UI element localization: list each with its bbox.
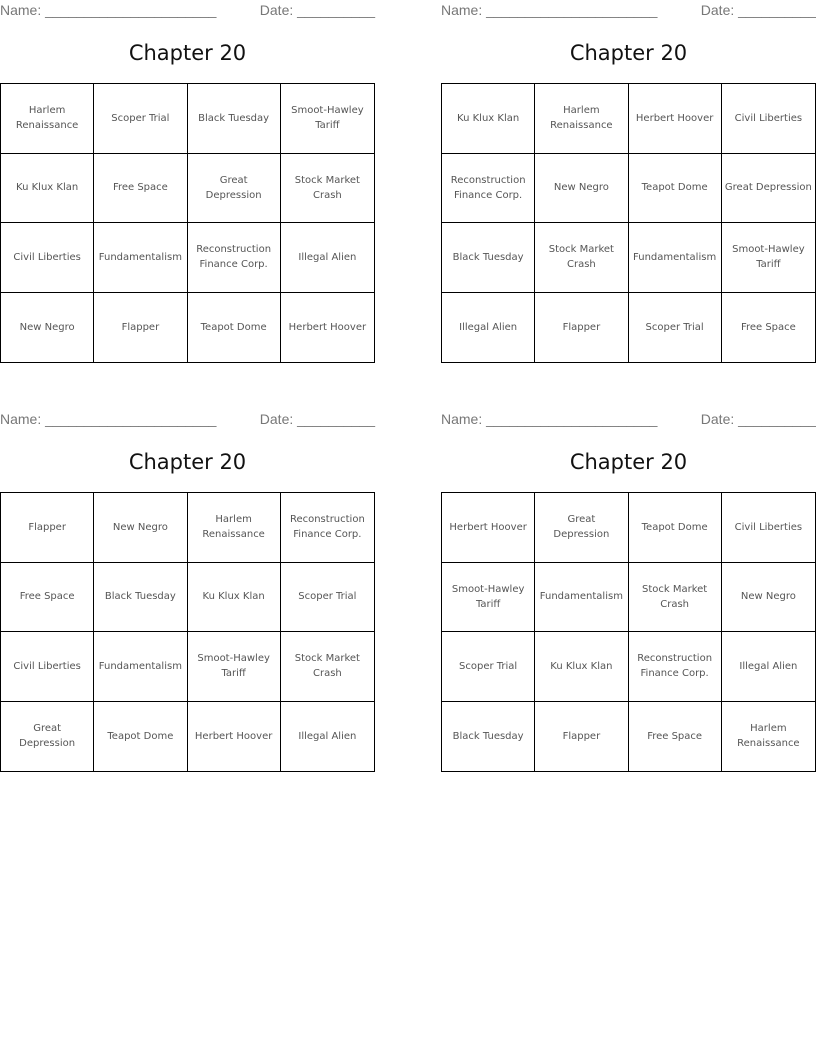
bingo-cell: New Negro <box>94 493 187 563</box>
bingo-cell: Harlem Renaissance <box>188 493 281 563</box>
bingo-cell: New Negro <box>1 293 94 363</box>
bingo-cell: Herbert Hoover <box>442 493 535 563</box>
bingo-cell: Fundamentalism <box>535 563 628 633</box>
card-header <box>0 0 375 22</box>
card-header <box>441 409 816 431</box>
bingo-cell: Illegal Alien <box>298 730 357 742</box>
card-title: Chapter 20 <box>128 41 247 65</box>
bingo-cell: Free Space <box>1 563 94 633</box>
bingo-cell: Free Space <box>94 154 187 224</box>
bingo-cell: Black Tuesday <box>94 563 187 633</box>
bingo-cell: Stock Market Crash <box>629 563 722 633</box>
bingo-cell: Smoot-Hawley Tariff <box>442 563 535 633</box>
bingo-cell: Teapot Dome <box>94 702 187 772</box>
bingo-cell: Black Tuesday <box>442 702 535 772</box>
bingo-cell: Smoot-Hawley Tariff <box>188 632 281 702</box>
bingo-cell: Flapper <box>1 493 94 563</box>
bingo-cell: Great Depression <box>535 493 628 563</box>
bingo-cell: Great Depression <box>722 154 815 224</box>
bingo-cell: Flapper <box>535 293 628 363</box>
bingo-cell: Smoot-Hawley Tariff <box>722 223 815 293</box>
bingo-cell: New Negro <box>722 563 815 633</box>
bingo-cell: Illegal Alien <box>442 293 535 363</box>
bingo-cell: Ku Klux Klan <box>535 632 628 702</box>
bingo-cell: Ku Klux Klan <box>442 84 535 154</box>
bingo-cell: Black Tuesday <box>442 223 535 293</box>
name-field: Name: ______________________ <box>441 411 658 427</box>
bingo-card <box>0 0 375 333</box>
bingo-cell: Stock Market Crash <box>281 154 374 224</box>
bingo-cell: Flapper <box>94 293 187 363</box>
bingo-cell: New Negro <box>535 154 628 224</box>
bingo-cell: Free Space <box>740 321 796 333</box>
card-header <box>441 0 816 22</box>
bingo-grid <box>441 492 816 772</box>
name-field: Name: ______________________ <box>441 2 658 18</box>
bingo-cell: Ku Klux Klan <box>188 563 281 633</box>
bingo-card <box>441 0 816 333</box>
bingo-cell: Herbert Hoover <box>288 321 367 333</box>
bingo-cell: Illegal Alien <box>722 632 815 702</box>
card-title: Chapter 20 <box>569 450 688 474</box>
bingo-cell: Teapot Dome <box>188 293 281 363</box>
card-header <box>0 409 375 431</box>
bingo-cell: Civil Liberties <box>722 84 815 154</box>
bingo-card <box>0 409 375 750</box>
bingo-cell: Scoper Trial <box>94 84 187 154</box>
bingo-cell: Civil Liberties <box>1 632 94 702</box>
bingo-cell: Harlem Renaissance <box>1 84 94 154</box>
date-field: Date: __________ <box>700 411 816 427</box>
date-field: Date: __________ <box>700 2 816 18</box>
bingo-cell: Herbert Hoover <box>188 702 281 772</box>
bingo-grid <box>0 83 375 363</box>
bingo-cell: Fundamentalism <box>94 223 187 293</box>
bingo-cell: Teapot Dome <box>629 493 722 563</box>
bingo-cell: Free Space <box>629 702 722 772</box>
bingo-cell: Stock Market Crash <box>535 223 628 293</box>
bingo-cell: Reconstruction Finance Corp. <box>281 493 374 563</box>
bingo-cell: Ku Klux Klan <box>1 154 94 224</box>
bingo-cell: Herbert Hoover <box>629 84 722 154</box>
bingo-cell: Stock Market Crash <box>281 632 374 702</box>
card-title: Chapter 20 <box>569 41 688 65</box>
bingo-cell: Smoot-Hawley Tariff <box>281 84 374 154</box>
bingo-cell: Civil Liberties <box>1 223 94 293</box>
bingo-card <box>441 409 816 750</box>
bingo-cell: Great Depression <box>1 702 94 772</box>
bingo-grid <box>441 83 816 363</box>
bingo-cell: Reconstruction Finance Corp. <box>188 223 281 293</box>
bingo-cell: Scoper Trial <box>629 293 722 363</box>
bingo-cell: Reconstruction Finance Corp. <box>442 154 535 224</box>
bingo-cell: Teapot Dome <box>629 154 722 224</box>
bingo-cell: Black Tuesday <box>188 84 281 154</box>
date-field: Date: __________ <box>259 2 375 18</box>
bingo-cell: Illegal Alien <box>281 223 374 293</box>
bingo-cell: Civil Liberties <box>722 493 815 563</box>
date-field: Date: __________ <box>259 411 375 427</box>
bingo-cell: Scoper Trial <box>442 632 535 702</box>
bingo-cell: Flapper <box>535 702 628 772</box>
bingo-cell: Scoper Trial <box>281 563 374 633</box>
bingo-cell: Great Depression <box>188 154 281 224</box>
card-title: Chapter 20 <box>128 450 247 474</box>
bingo-cell: Fundamentalism <box>629 223 722 293</box>
bingo-cell: Fundamentalism <box>94 632 187 702</box>
bingo-grid <box>0 492 375 772</box>
bingo-cell: Reconstruction Finance Corp. <box>629 632 722 702</box>
name-field: Name: ______________________ <box>0 2 217 18</box>
name-field: Name: ______________________ <box>0 411 217 427</box>
bingo-cell: Harlem Renaissance <box>737 723 800 750</box>
bingo-cell: Harlem Renaissance <box>535 84 628 154</box>
